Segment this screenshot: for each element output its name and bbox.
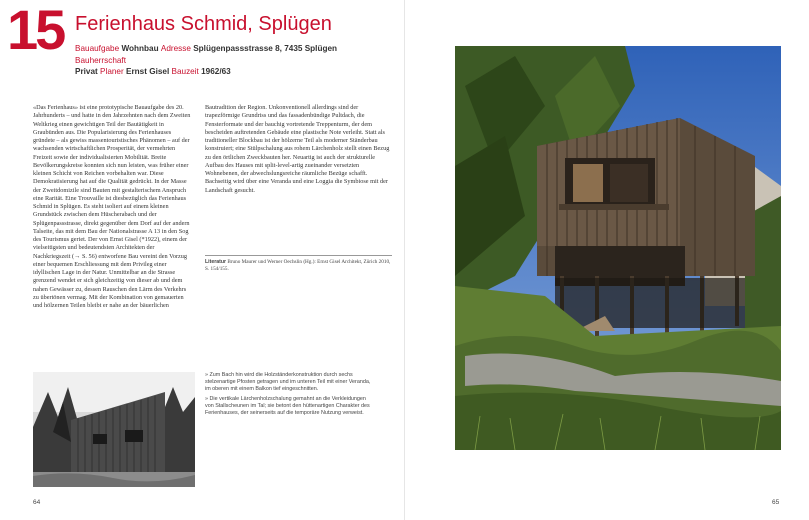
bw-house-photo (33, 372, 195, 487)
meta-value-address: Splügenpassstrasse 8, 7435 Splügen (193, 44, 338, 53)
meta-value-planner: Ernst Gisel (126, 67, 170, 76)
meta-label-year: Bauzeit (171, 67, 199, 76)
building-metadata (75, 43, 375, 78)
page-title: Ferienhaus Schmid, Splügen (75, 13, 332, 35)
color-house-illustration (455, 46, 781, 450)
meta-value-client: Privat (75, 67, 98, 76)
page-number-right: 65 (772, 499, 780, 506)
photo-captions (205, 372, 375, 420)
page-number-left: 64 (33, 499, 41, 506)
caption-1: » Zum Bach hin wird die Holzständerkonstruktion durch sechs stelzenartige Pfosten getragen und im unteren Teil mit einer Veranda, im oberen mit einem Balkon tief eingeschnitten. (205, 372, 371, 393)
literature-label: Literatur (205, 259, 227, 265)
meta-value-year: 1962/63 (201, 67, 231, 76)
literature-note (205, 255, 392, 272)
bw-house-illustration (33, 372, 195, 487)
caption-2: » Die vertikale Lärchenholzschalung gemahnt an die Verkleidungen von Stallscheunen im Tal; sie betont den hüttenartigen Charakter des Ferienhauses, der seinerseits auf die temporäre Nutzung verweist. (205, 395, 370, 416)
literature-text: Bruno Maurer und Werner Oechslin (Hg.): Ernst Gisel Architekt, Zürich 2010, S. 154/155. (205, 259, 391, 272)
meta-label-task: Bauaufgabe (75, 44, 120, 53)
page-gutter (404, 0, 405, 520)
meta-label-address: Adresse (160, 44, 191, 53)
body-text-column-1: «Das Ferienhaus» ist eine prototypische Bauaufgabe des 20. Jahrhunderts – und hatte in den Jahrzehnten nach dem Zweiten Weltkrieg einen gewichtigen Teil der Bautätigkeit in Graubünden aus. Die Popularisierung des Ferienhauses gründete – als gewiss massentouristisches Phänomen – auf der wachsenden wirtschaftlichen Prosperität, der vermehrten Freizeit sowie der individualisierten Mobilität. Breite Bevölkerungskreise konnten sich nun leisten, was früher einer kleinen Schicht von Reichen vorbehalten war. Diese Demokratisierung hat auf die Qualität gedrückt. In der Masse der Zweitdomizile sind Bauten mit gestalterischem Anspruch eine Rarität. Eine Trouvaille ist diesbezüglich das Ferienhaus Schmid in Splügen. Es steht isoliert auf einem kleinen Grundstück zwischen dem Hüscherabach und der Splügenpassstrasse, direkt gegenüber dem Dorf auf der andern Talseite, das mit dem Bau der Nationalstrasse A 13 in den Sog des Tourismus geriet. Der von Ernst Gisel (*1922), einem der vielseitigsten und bedeutendsten Architekten der Nachkriegszeit (→ S. 56) entworfene Bau vereint den Vorzug einer bequemen Erschliessung mit dem Privileg einer idyllischen Lage in der Natur. Unmittelbar an die Strasse grenzend wendet er sich gleichzeitig von dieser ab und dem nahen Gewässer zu, dessen Rauschen den Lärm des Verkehrs zu übertönen vermag. Mit der Kombination von gemauerten und hölzernen Teilen bleibt er nahe an der bäuerlichen (33, 104, 191, 309)
meta-label-planner: Planer (100, 67, 124, 76)
color-house-photo (455, 46, 781, 450)
entry-number: 15 (7, 0, 64, 61)
meta-value-task: Wohnbau (121, 44, 159, 53)
meta-label-client: Bauherrschaft (75, 55, 126, 65)
body-text-column-2: Bautradition der Region. Unkonventionell allerdings sind der trapezförmige Grundriss und das fassadenbündige Pultdach, die Fensterformate und der bauchig vortretende Treppenturm, der dem bescheiden auftretenden Gebäude eine plastische Note verleiht. Statt als traditioneller Blockbau ist der hölzerne Teil als moderner Ständerbau konstruiert; eine Stülpschalung aus rohem Lärchenholz stellt einen Bezug zu den örtlichen Zweckbauten her. Neuartig ist auch der strukturelle Aufbau des Hauses mit split-level-artig zueinander versetzten Wohnebenen, der abwechslungsreiche räumliche Bezüge schafft. Bachseitig wird über eine Veranda und eine Loggia die Symbiose mit der Landschaft gesucht. (205, 104, 390, 194)
